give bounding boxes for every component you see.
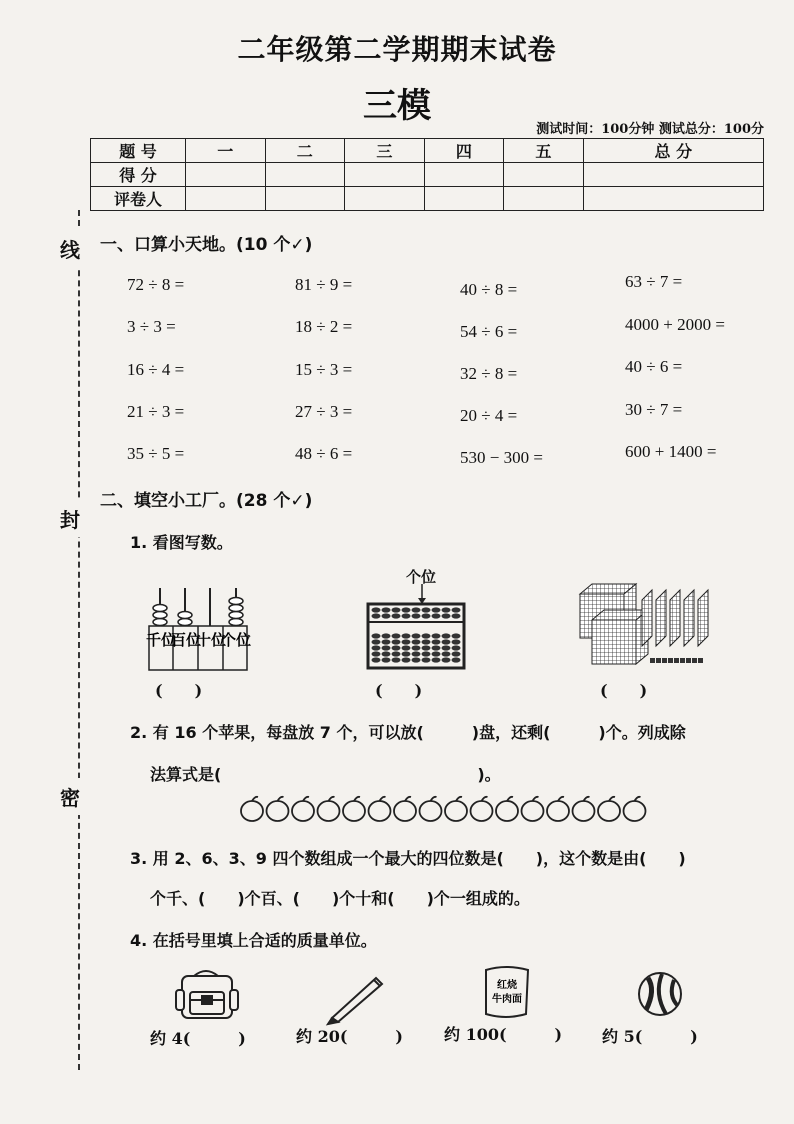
calc-problem: 48 ÷ 6 = (295, 444, 353, 463)
abacus-bead-icon (432, 645, 441, 650)
abacus-bead-icon (382, 645, 391, 650)
question-3-line1: 3. 用 2、6、3、9 四个数组成一个最大的四位数是( )，这个数是由( ) (130, 849, 686, 868)
abacus-bead-icon (392, 639, 401, 644)
calc-problem: 530 − 300 = (460, 448, 543, 467)
question-3-line2: 个千、( )个百、( )个十和( )个一组成的。 (150, 889, 530, 908)
abacus-bead-icon (372, 651, 381, 656)
abacus-bead-icon (392, 645, 401, 650)
apple-stem-icon (584, 797, 590, 801)
abacus-bead-icon (392, 657, 401, 662)
unit-blank-backpack[interactable]: 约 4( ) (150, 1029, 246, 1048)
apple-stem-icon (482, 797, 488, 801)
calc-problem: 3 ÷ 3 = (127, 317, 176, 336)
apple-icon (445, 801, 467, 821)
abacus-bead-icon (372, 657, 381, 662)
gewei-label: 个位 (406, 568, 437, 586)
apple-icon (292, 801, 314, 821)
exam-title: 二年级第二学期期末试卷 (237, 33, 557, 66)
apple-stem-icon (456, 797, 462, 801)
seal-mark-line: 线 (60, 230, 80, 267)
score-cell[interactable] (583, 163, 763, 187)
apple-icon (420, 801, 442, 821)
abacus-bead-icon (372, 633, 381, 638)
apple-icon (343, 801, 365, 821)
apple-stem-icon (533, 797, 539, 801)
score-cell[interactable] (186, 163, 266, 187)
grader-row-label: 评卷人 (91, 187, 186, 211)
calc-problem: 21 ÷ 3 = (127, 402, 185, 421)
noodle-pack-label-2: 牛肉面 (492, 994, 522, 1005)
apple-icon (496, 801, 518, 821)
ball-icon (636, 970, 684, 1018)
score-header-cell: 四 (424, 139, 504, 163)
apple-stem-icon (609, 797, 615, 801)
calc-problem: 81 ÷ 9 = (295, 275, 353, 294)
abacus-bead-icon (402, 633, 411, 638)
score-header-cell: 题 号 (91, 139, 186, 163)
apple-icon (573, 801, 595, 821)
section2-title: 二、填空小工厂。(28 个✓) (100, 491, 313, 511)
noodle-pack-icon (480, 964, 534, 1020)
calc-problem: 27 ÷ 3 = (295, 402, 353, 421)
abacus-bead-icon (402, 645, 411, 650)
calc-problem: 40 ÷ 8 = (460, 280, 518, 299)
abacus-bead-icon (382, 633, 391, 638)
apple-icon (394, 801, 416, 821)
grader-cell[interactable] (583, 187, 763, 211)
noodle-pack-label-1: 红烧 (497, 980, 517, 991)
abacus-bead-icon (442, 639, 451, 644)
abacus-bead-icon (392, 633, 401, 638)
abacus-bead-icon (452, 639, 461, 644)
apple-icon (318, 801, 340, 821)
abacus-label-bai: 百位 (170, 631, 202, 649)
seal-mark-seal: 封 (60, 500, 80, 537)
apple-stem-icon (354, 797, 360, 801)
question-2-line2: 法算式是( )。 (150, 765, 501, 784)
score-table-header-row (91, 139, 764, 163)
abacus-bead-icon (412, 651, 421, 656)
abacus-bead-icon (382, 613, 391, 618)
abacus-bead-icon (452, 657, 461, 662)
grader-cell[interactable] (424, 187, 504, 211)
score-header-cell: 五 (504, 139, 584, 163)
apples-row (240, 794, 660, 824)
apple-stem-icon (303, 797, 309, 801)
abacus-bead-icon (382, 639, 391, 644)
question-4: 4. 在括号里填上合适的质量单位。 (130, 931, 377, 950)
abacus-bead-icon (422, 607, 431, 612)
abacus-bead-icon (422, 645, 431, 650)
abacus-bead-icon (402, 613, 411, 618)
abacus-bead-icon (382, 607, 391, 612)
rod-abacus-figure (145, 582, 252, 672)
unit-blank-noodles[interactable]: 约 100( ) (444, 1025, 563, 1044)
apple-icon (471, 801, 493, 821)
score-row-label: 得 分 (91, 163, 186, 187)
apple-stem-icon (278, 797, 284, 801)
abacus-bead-icon (412, 657, 421, 662)
answer-blank-fig1[interactable]: ( ) (155, 681, 203, 700)
apple-icon (369, 801, 391, 821)
abacus-bead-icon (402, 607, 411, 612)
apple-stem-icon (507, 797, 513, 801)
apple-icon (547, 801, 569, 821)
calc-problem: 63 ÷ 7 = (625, 272, 683, 291)
pencil-icon (322, 972, 386, 1024)
grader-cell[interactable] (186, 187, 266, 211)
abacus-bead-icon (422, 613, 431, 618)
score-cell[interactable] (504, 163, 584, 187)
abacus-label-shi: 十位 (195, 631, 227, 649)
apple-stem-icon (635, 797, 641, 801)
abacus-bead-icon (382, 651, 391, 656)
apple-stem-icon (329, 797, 335, 801)
abacus-bead-icon (372, 607, 381, 612)
calc-problem: 54 ÷ 6 = (460, 322, 518, 341)
abacus-bead-icon (422, 657, 431, 662)
abacus-bead-icon (432, 639, 441, 644)
abacus-label-ge: 个位 (220, 631, 252, 649)
grader-cell[interactable] (345, 187, 425, 211)
abacus-bead-icon (442, 633, 451, 638)
apple-icon (267, 801, 289, 821)
abacus-bead-icon (442, 645, 451, 650)
question-2-line1: 2. 有 16 个苹果，每盘放 7 个，可以放( )盘，还剩( )个。列成除 (130, 723, 686, 742)
abacus-bead-icon (412, 613, 421, 618)
cubes-figure (576, 580, 716, 672)
question-1: 1. 看图写数。 (130, 533, 233, 552)
abacus-bead-icon (392, 607, 401, 612)
backpack-icon (172, 966, 242, 1022)
apple-stem-icon (405, 797, 411, 801)
calc-problem: 15 ÷ 3 = (295, 360, 353, 379)
abacus-bead-icon (432, 607, 441, 612)
abacus-bead-icon (432, 633, 441, 638)
score-cell[interactable] (424, 163, 504, 187)
score-header-cell: 一 (186, 139, 266, 163)
abacus-bead-icon (412, 645, 421, 650)
grader-cell[interactable] (504, 187, 584, 211)
calc-problem: 4000 + 2000 = (625, 315, 725, 334)
calc-problem: 72 ÷ 8 = (127, 275, 185, 294)
calc-problem: 40 ÷ 6 = (625, 357, 683, 376)
apple-stem-icon (252, 797, 258, 801)
abacus-bead-icon (372, 645, 381, 650)
abacus-bead-icon (402, 651, 411, 656)
answer-blank-fig3[interactable]: ( ) (600, 681, 648, 700)
calc-problem: 32 ÷ 8 = (460, 364, 518, 383)
score-header-cell: 三 (345, 139, 425, 163)
section1-title: 一、口算小天地。(10 个✓) (100, 235, 313, 255)
seal-mark-secret: 密 (60, 778, 80, 815)
calc-problem: 16 ÷ 4 = (127, 360, 185, 379)
abacus-bead-icon (372, 613, 381, 618)
abacus-bead-icon (452, 613, 461, 618)
abacus-bead-icon (452, 633, 461, 638)
apple-icon (241, 801, 263, 821)
abacus-bead-icon (412, 639, 421, 644)
abacus-bead-icon (422, 633, 431, 638)
calc-problem: 30 ÷ 7 = (625, 400, 683, 419)
apple-stem-icon (558, 797, 564, 801)
abacus-bead-icon (392, 651, 401, 656)
apple-stem-icon (380, 797, 386, 801)
score-row (91, 163, 764, 187)
abacus-bead-icon (452, 651, 461, 656)
unit-blank-pencil[interactable]: 约 20( ) (296, 1027, 403, 1046)
score-header-cell: 总 分 (583, 139, 763, 163)
unit-blank-ball[interactable]: 约 5( ) (602, 1027, 698, 1046)
grader-row (91, 187, 764, 211)
abacus-bead-icon (432, 613, 441, 618)
score-cell[interactable] (345, 163, 425, 187)
apple-icon (522, 801, 544, 821)
calc-problem: 20 ÷ 4 = (460, 406, 518, 425)
calc-problem: 35 ÷ 5 = (127, 444, 185, 463)
calc-problem: 600 + 1400 = (625, 442, 717, 461)
calc-problem: 18 ÷ 2 = (295, 317, 353, 336)
abacus-bead-icon (402, 657, 411, 662)
abacus-bead-icon (442, 607, 451, 612)
abacus-bead-icon (442, 651, 451, 656)
abacus-bead-icon (442, 657, 451, 662)
abacus-bead-icon (412, 633, 421, 638)
abacus-bead-icon (452, 607, 461, 612)
abacus-bead-icon (422, 639, 431, 644)
abacus-bead-icon (432, 657, 441, 662)
score-header-cell: 二 (265, 139, 345, 163)
score-table (90, 138, 764, 211)
apple-icon (624, 801, 646, 821)
abacus-bead-icon (372, 639, 381, 644)
abacus-bead-icon (402, 639, 411, 644)
answer-blank-fig2[interactable]: ( ) (375, 681, 423, 700)
exam-subtitle: 三模 (363, 86, 431, 126)
abacus-bead-icon (412, 607, 421, 612)
binding-line (78, 210, 80, 1070)
apple-stem-icon (431, 797, 437, 801)
abacus-bead-icon (442, 613, 451, 618)
abacus-bead-icon (382, 657, 391, 662)
test-info: 测试时间：100分钟 测试总分：100分 (536, 122, 764, 137)
abacus-bead-icon (422, 651, 431, 656)
abacus-bead-icon (392, 613, 401, 618)
abacus-bead-icon (432, 651, 441, 656)
apple-icon (598, 801, 620, 821)
abacus-label-qian: 千位 (145, 631, 177, 649)
abacus-figure (366, 584, 466, 670)
abacus-bead-icon (452, 645, 461, 650)
grader-cell[interactable] (265, 187, 345, 211)
score-cell[interactable] (265, 163, 345, 187)
